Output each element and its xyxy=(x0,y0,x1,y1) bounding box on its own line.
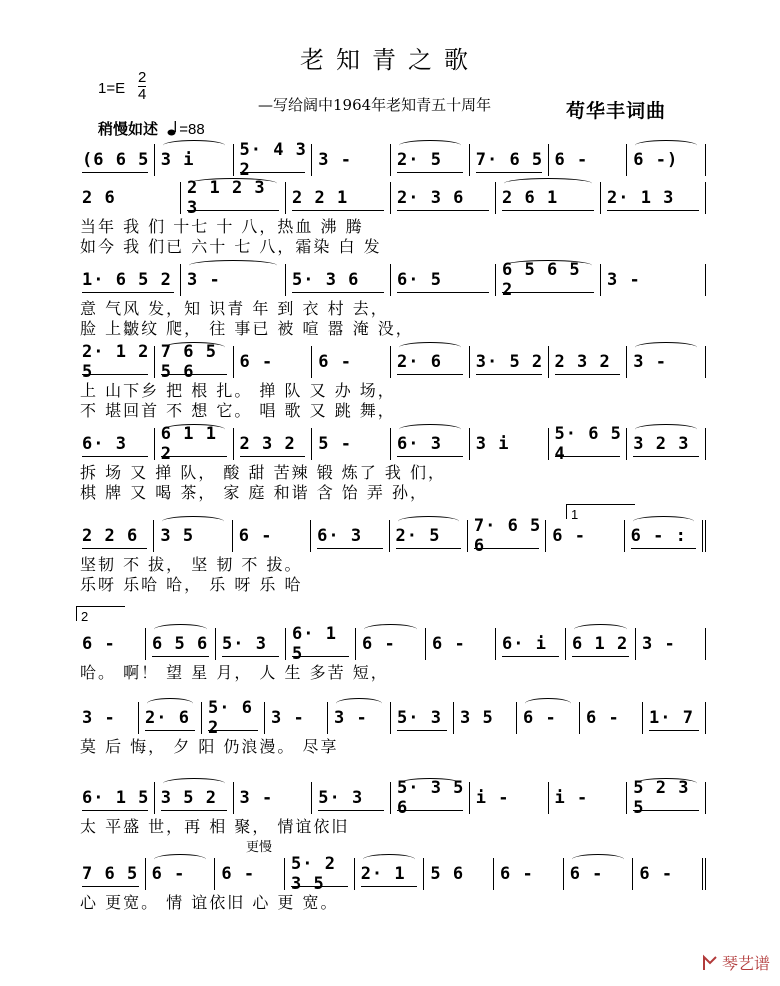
music-system xyxy=(76,624,706,682)
beam-underline xyxy=(317,548,382,549)
measure xyxy=(356,628,426,660)
beam-underline xyxy=(631,548,696,549)
slur-mark xyxy=(154,854,207,865)
lyric-line: 意 气风 发，知 识青 年 到 衣 村 去， xyxy=(80,299,389,318)
measure xyxy=(627,346,706,378)
measure xyxy=(76,182,181,214)
music-system xyxy=(76,342,706,420)
measure-notes: 3 - xyxy=(271,708,305,728)
measure xyxy=(549,144,628,176)
slur-mark xyxy=(163,140,225,151)
beam-underline xyxy=(474,548,539,549)
lyric-line: 当年 我 们 十七 十 八，热血 沸 腾 xyxy=(80,217,364,236)
measure-row xyxy=(76,424,706,464)
measure-notes: 3 - xyxy=(607,270,641,290)
lyric-line: 乐呀 乐哈 哈， 乐 呀 乐 哈 xyxy=(80,575,303,594)
measure xyxy=(155,144,234,176)
subtitle: —写给阔中1964年老知青五十周年 xyxy=(258,96,492,114)
measure-notes: 2· 1 2 5 xyxy=(82,342,150,382)
beam-underline xyxy=(82,548,147,549)
beam-underline xyxy=(502,210,594,211)
site-watermark xyxy=(701,951,770,974)
slur-mark xyxy=(399,778,461,789)
measure-notes: 6 - xyxy=(239,352,274,372)
measure-notes: 2· 5 xyxy=(395,526,441,546)
measure xyxy=(76,428,155,460)
slur-mark xyxy=(504,260,592,271)
measure xyxy=(494,858,564,890)
measure xyxy=(286,624,356,664)
measure-notes: 6 - xyxy=(432,634,466,654)
measure-notes: 6 1 1 2 xyxy=(160,424,217,464)
slur-mark xyxy=(154,624,207,635)
beam-underline xyxy=(208,730,258,731)
composer-credit: 苟华丰词曲 xyxy=(566,100,667,122)
measure-notes: 3 - xyxy=(187,270,221,290)
beam-underline xyxy=(82,886,139,887)
measure-notes: 2 1 2 3 3 xyxy=(187,178,266,218)
beam-underline xyxy=(291,886,348,887)
measure xyxy=(155,424,234,464)
measure-notes: 6· 3 xyxy=(397,434,442,454)
slur-mark xyxy=(633,516,694,527)
measure-row xyxy=(76,698,706,738)
measure-notes: 6 - xyxy=(151,864,186,884)
measure-notes: 1· 7 xyxy=(649,708,694,728)
measure-notes: (6 6 5 xyxy=(82,150,150,170)
measure-notes: 2 6 xyxy=(82,188,116,208)
measure-row xyxy=(76,624,706,664)
measure-notes: 3 i xyxy=(475,434,510,454)
measure xyxy=(601,264,706,296)
beam-underline xyxy=(396,548,461,549)
measure-notes: 6· 3 xyxy=(82,434,127,454)
slur-mark xyxy=(635,424,697,435)
lyric-line: 脸 上皺纹 爬， 往 事已 被 喧 嚣 淹 没， xyxy=(80,319,414,338)
measure xyxy=(311,520,389,552)
measure-notes: 6· 1 5 xyxy=(82,788,150,808)
slur-mark xyxy=(147,698,193,709)
measure-notes: 5· 3 5 6 xyxy=(397,778,465,818)
measure xyxy=(517,702,580,734)
slur-mark xyxy=(398,516,459,527)
measure xyxy=(549,424,628,464)
measure-notes: 6 - xyxy=(82,634,116,654)
measure xyxy=(215,858,285,890)
measure-notes: 3 5 xyxy=(160,526,195,546)
music-system xyxy=(76,778,706,836)
watermark-text: 琴艺谱 xyxy=(721,954,770,973)
lyric-line: 心 更宽。 情 谊依旧 心 更 宽。 xyxy=(80,893,339,912)
measure xyxy=(328,702,391,734)
measure-notes: 6 - xyxy=(362,634,396,654)
measure xyxy=(391,778,470,818)
slur-mark xyxy=(504,178,592,189)
beam-underline xyxy=(649,730,699,731)
beam-underline xyxy=(397,456,463,457)
measure xyxy=(390,520,468,552)
slur-mark xyxy=(364,624,417,635)
measure-row xyxy=(76,516,706,556)
measure-notes: 5· 2 3 5 xyxy=(291,854,336,894)
measure xyxy=(454,702,517,734)
measure xyxy=(312,428,391,460)
measure-notes: 2· 1 xyxy=(360,864,406,884)
slur-mark xyxy=(336,698,382,709)
measure xyxy=(496,628,566,660)
beam-underline xyxy=(187,210,279,211)
slur-mark xyxy=(163,424,225,435)
measure xyxy=(496,260,601,300)
measure xyxy=(234,140,313,180)
measure xyxy=(470,428,549,460)
music-system xyxy=(76,516,706,594)
measure xyxy=(76,144,155,176)
measure-notes: 2· 6 xyxy=(397,352,442,372)
measure-notes: 2 3 2 xyxy=(239,434,296,454)
measure xyxy=(549,346,628,378)
beam-underline xyxy=(361,886,418,887)
measure-notes: 3 i xyxy=(160,150,195,170)
slur-mark xyxy=(163,778,225,789)
beam-underline xyxy=(476,172,542,173)
beam-underline xyxy=(82,292,174,293)
measure-notes: 3 5 xyxy=(460,708,494,728)
measure-notes: 6 5 6 xyxy=(152,634,209,654)
slur-mark xyxy=(635,342,697,353)
measure-notes: 2· 5 xyxy=(397,150,442,170)
lyric-line: 拆 场 又 掸 队， 酸 甜 苦辣 锻 炼了 我 们， xyxy=(80,463,446,482)
measure-notes: 3 2 3 xyxy=(633,434,690,454)
slur-mark xyxy=(574,624,627,635)
tempo-bpm: =88 xyxy=(179,121,205,138)
measure-notes: 6 -) xyxy=(633,150,679,170)
measure xyxy=(633,858,706,890)
measure xyxy=(627,144,706,176)
measure xyxy=(312,346,391,378)
measure xyxy=(76,264,181,296)
measure xyxy=(181,178,286,218)
measure-notes: 3 - xyxy=(239,788,274,808)
volta-1: 1 xyxy=(566,504,635,519)
measure xyxy=(202,698,265,738)
lyric-line: 哈。 啊！ 望 星 月， 人 生 多苦 短， xyxy=(80,663,389,682)
beam-underline xyxy=(555,456,621,457)
measure xyxy=(496,182,601,214)
measure xyxy=(391,264,496,296)
measure xyxy=(155,782,234,814)
measure xyxy=(286,264,391,296)
measure xyxy=(181,264,286,296)
measure xyxy=(643,702,706,734)
measure xyxy=(146,858,216,890)
beam-underline xyxy=(397,810,463,811)
measure-notes: 6· i xyxy=(502,634,547,654)
time-signature-top: 2 xyxy=(138,69,147,86)
slur-mark xyxy=(189,260,277,271)
measure-notes: 5 - xyxy=(318,434,352,454)
measure-notes: 3· 5 2 xyxy=(475,352,544,372)
measure xyxy=(312,144,391,176)
beam-underline xyxy=(292,656,349,657)
measure xyxy=(564,858,634,890)
quarter-note-icon xyxy=(167,120,179,136)
measure-notes: 6 - : xyxy=(630,526,687,546)
beam-underline xyxy=(152,656,209,657)
beam-underline xyxy=(555,374,621,375)
beam-underline xyxy=(145,730,195,731)
slur-mark xyxy=(635,140,697,151)
measure xyxy=(566,628,636,660)
measure xyxy=(546,520,624,552)
time-signature xyxy=(138,70,146,103)
measure-notes: 6· 1 5 xyxy=(292,624,337,664)
measure-row xyxy=(76,342,706,382)
measure xyxy=(601,182,706,214)
measure-notes: 1· 6 5 2 xyxy=(82,270,172,290)
measure xyxy=(549,782,628,814)
beam-underline xyxy=(240,456,306,457)
measure-notes: 6 - xyxy=(523,708,557,728)
volta-2: 2 xyxy=(76,606,125,621)
beam-underline xyxy=(397,172,463,173)
measure xyxy=(391,144,470,176)
measure-notes: 2· 6 xyxy=(145,708,190,728)
measure-notes: 2 2 1 xyxy=(292,188,349,208)
music-system xyxy=(76,698,706,756)
measure xyxy=(76,702,139,734)
measure-notes: 2 6 1 xyxy=(502,188,559,208)
slur-mark xyxy=(163,342,225,353)
beam-underline xyxy=(222,656,279,657)
measure xyxy=(391,346,470,378)
lyric-line: 如今 我 们已 六十 七 八，霜染 白 发 xyxy=(80,237,382,256)
measure xyxy=(391,182,496,214)
slur-mark xyxy=(572,854,625,865)
measure-notes: 3 - xyxy=(318,150,352,170)
measure xyxy=(391,428,470,460)
measure xyxy=(76,782,155,814)
measure-notes: 3 - xyxy=(633,352,667,372)
measure-notes: 5· 6 5 4 xyxy=(554,424,622,464)
slur-mark xyxy=(525,698,571,709)
music-system xyxy=(76,260,706,338)
measure xyxy=(627,428,706,460)
beam-underline xyxy=(502,292,594,293)
beam-underline xyxy=(397,730,447,731)
lyric-line: 棋 牌 又 喝 茶， 家 庭 和谐 含 饴 弄 孙， xyxy=(80,483,428,502)
measure-notes: 5· 4 3 2 xyxy=(239,140,307,180)
key-signature: 1=E xyxy=(98,80,126,97)
measure-notes: 7 6 5 xyxy=(82,864,139,884)
beam-underline xyxy=(292,292,384,293)
measure-notes: i - xyxy=(475,788,510,808)
measure xyxy=(216,628,286,660)
measure xyxy=(636,628,706,660)
measure-notes: 3 - xyxy=(642,634,676,654)
measure-notes: 5· 3 xyxy=(222,634,267,654)
beam-underline xyxy=(240,172,306,173)
measure xyxy=(139,702,202,734)
measure-notes: 3 - xyxy=(82,708,116,728)
piano-logo-icon xyxy=(701,954,719,972)
measure xyxy=(625,520,706,552)
measure xyxy=(426,628,496,660)
measure-notes: 7 6 5 5 6 xyxy=(160,342,217,382)
measure xyxy=(265,702,328,734)
beam-underline xyxy=(82,456,148,457)
music-system xyxy=(76,140,706,180)
beam-underline xyxy=(607,210,699,211)
tempo-text: 稍慢如述 xyxy=(98,120,159,138)
beam-underline xyxy=(572,656,629,657)
measure-row xyxy=(76,140,706,180)
measure-notes: 6 - xyxy=(221,864,256,884)
slur-mark xyxy=(363,854,416,865)
measure xyxy=(424,858,494,890)
measure xyxy=(580,702,643,734)
measure-notes: 6· 3 xyxy=(317,526,363,546)
measure-notes: 6 - xyxy=(639,864,674,884)
measure xyxy=(470,144,549,176)
measure xyxy=(234,346,313,378)
slur-mark xyxy=(162,516,223,527)
measure-notes: 5· 3 xyxy=(397,708,442,728)
measure xyxy=(155,342,234,382)
tempo-marking xyxy=(98,118,205,139)
lyric-line: 太 平盛 世，再 相 聚， 情谊依旧 xyxy=(80,817,350,836)
measure-notes: i - xyxy=(554,788,589,808)
measure xyxy=(154,520,232,552)
measure-notes: 5· 3 6 xyxy=(292,270,360,290)
measure-notes: 6 - xyxy=(554,150,589,170)
measure-notes: 6 - xyxy=(318,352,352,372)
measure xyxy=(285,854,355,894)
measure-notes: 6 - xyxy=(500,864,534,884)
beam-underline xyxy=(161,456,227,457)
measure-notes: 6 - xyxy=(586,708,620,728)
slur-mark xyxy=(189,178,277,189)
slur-mark xyxy=(635,778,697,789)
measure xyxy=(233,520,311,552)
beam-underline xyxy=(161,810,227,811)
beam-underline xyxy=(397,292,489,293)
slur-mark xyxy=(399,342,461,353)
measure-notes: 2· 1 3 xyxy=(607,188,675,208)
measure xyxy=(76,628,146,660)
lyric-line: 莫 后 悔， 夕 阳 仍浪漫。 尽享 xyxy=(80,737,339,756)
measure xyxy=(355,858,425,890)
music-system xyxy=(76,854,706,912)
measure-notes: 6· 5 xyxy=(397,270,442,290)
measure-notes: 2 3 2 xyxy=(554,352,611,372)
beam-underline xyxy=(82,172,148,173)
measure xyxy=(234,782,313,814)
beam-underline xyxy=(397,374,463,375)
music-system xyxy=(76,178,706,256)
measure xyxy=(76,520,154,552)
measure-notes: 7· 6 5 xyxy=(475,150,544,170)
measure-notes: 7· 6 5 6 xyxy=(473,516,542,556)
song-title: 老知青之歌 xyxy=(300,46,480,74)
measure-notes: 6 - xyxy=(238,526,273,546)
measure-notes: 2 2 6 xyxy=(82,526,139,546)
measure xyxy=(234,428,313,460)
measure xyxy=(286,182,391,214)
measure-notes: 5 6 xyxy=(430,864,465,884)
time-signature-bottom: 4 xyxy=(138,86,147,103)
measure-notes: 3 - xyxy=(334,708,368,728)
measure xyxy=(391,702,454,734)
measure xyxy=(470,346,549,378)
measure-notes: 3 5 2 xyxy=(160,788,217,808)
measure xyxy=(76,342,155,382)
measure-row xyxy=(76,854,706,894)
measure-row xyxy=(76,260,706,300)
more-slow-marking: 更慢 xyxy=(246,840,273,855)
measure xyxy=(470,782,549,814)
measure-notes: 5· 6 2 xyxy=(208,698,253,738)
beam-underline xyxy=(476,374,542,375)
measure-row xyxy=(76,178,706,218)
music-system xyxy=(76,424,706,502)
measure xyxy=(312,782,391,814)
slur-mark xyxy=(399,424,461,435)
measure xyxy=(627,778,706,818)
measure-notes: 5· 3 xyxy=(318,788,364,808)
beam-underline xyxy=(292,210,384,211)
measure-notes: 6 - xyxy=(569,864,604,884)
measure-notes: 6 1 2 xyxy=(572,634,629,654)
lyric-line: 上 山下乡 把 根 扎。 掸 队 又 办 场， xyxy=(80,381,396,400)
beam-underline xyxy=(633,456,699,457)
beam-underline xyxy=(397,210,489,211)
beam-underline xyxy=(318,810,384,811)
measure-notes: 6 5 6 5 2 xyxy=(502,260,581,300)
lyric-line: 坚韧 不 拔， 坚 韧 不 拔。 xyxy=(80,555,303,574)
beam-underline xyxy=(161,374,227,375)
measure-notes: 2· 3 6 xyxy=(397,188,465,208)
slur-mark xyxy=(399,140,461,151)
lyric-line: 不 堪回首 不 想 它。 唱 歌 又 跳 舞， xyxy=(80,401,396,420)
measure-row xyxy=(76,778,706,818)
beam-underline xyxy=(633,810,699,811)
measure-notes: 5 2 3 5 xyxy=(633,778,690,818)
beam-underline xyxy=(502,656,559,657)
beam-underline xyxy=(82,810,148,811)
measure xyxy=(146,628,216,660)
measure-notes: 6 - xyxy=(552,526,586,546)
beam-underline xyxy=(82,374,148,375)
measure xyxy=(76,858,146,890)
measure xyxy=(468,516,546,556)
